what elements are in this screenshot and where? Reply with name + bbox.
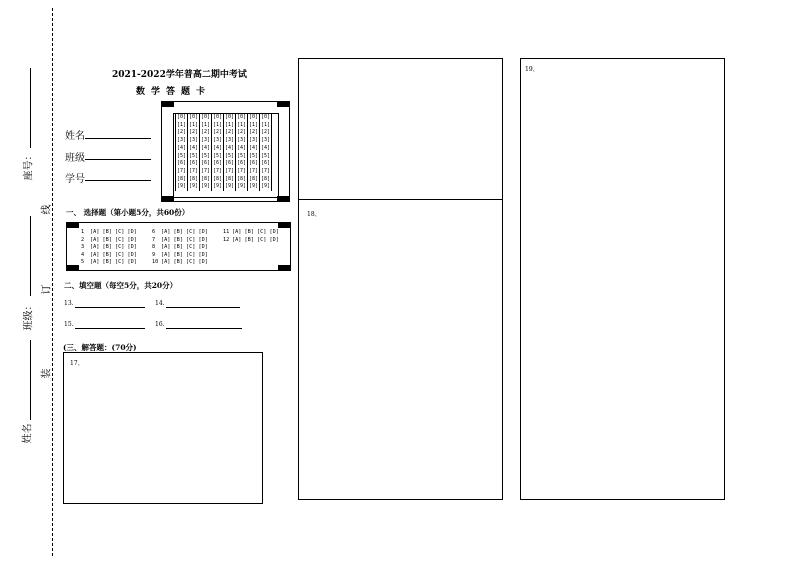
mc-options[interactable]: [A] [B] [C] [D]: [90, 259, 137, 266]
mc-question-row[interactable]: [152, 237, 208, 243]
id-bubble[interactable]: [8]: [200, 175, 211, 182]
id-bubble[interactable]: [7]: [188, 167, 199, 174]
id-bubble[interactable]: [6]: [212, 160, 223, 167]
mc-question-row[interactable]: [81, 229, 137, 235]
class-line: [30, 216, 31, 296]
id-bubble[interactable]: [7]: [260, 167, 271, 174]
id-bubble[interactable]: [3]: [176, 137, 187, 144]
mc-question-number: 12: [223, 236, 230, 243]
omr-corner-mark: [67, 223, 79, 228]
id-grid-row: [176, 176, 272, 184]
mc-question-row[interactable]: [81, 252, 137, 258]
student-class-label: 班级: [65, 153, 85, 164]
q18-answer-box[interactable]: [298, 58, 503, 500]
id-bubble[interactable]: [2]: [236, 129, 247, 136]
id-bubble[interactable]: [9]: [200, 183, 211, 190]
q18-label: 18、: [307, 211, 321, 218]
exam-title: 2021-2022学年普高二期中考试: [112, 70, 247, 80]
id-grid-row: [176, 129, 272, 137]
id-bubble[interactable]: [0]: [176, 114, 187, 120]
omr-corner-mark: [278, 265, 290, 270]
id-bubble[interactable]: [0]: [188, 114, 199, 120]
mc-options[interactable]: [A] [B] [C] [D]: [90, 251, 137, 258]
student-class-field[interactable]: [85, 159, 151, 160]
id-bubble[interactable]: [0]: [236, 114, 247, 120]
id-bubble[interactable]: [8]: [248, 175, 259, 182]
mc-omr-frame: [66, 222, 291, 271]
id-bubble[interactable]: [6]: [248, 160, 259, 167]
q18-divider: [299, 199, 502, 200]
mc-options[interactable]: [A] [B] [C] [D]: [161, 251, 208, 258]
id-bubble[interactable]: [4]: [200, 144, 211, 151]
id-bubble[interactable]: [8]: [188, 175, 199, 182]
id-bubble[interactable]: [1]: [260, 121, 271, 128]
id-bubble[interactable]: [4]: [260, 144, 271, 151]
id-bubble[interactable]: [2]: [176, 129, 187, 136]
id-bubble[interactable]: [9]: [176, 183, 187, 190]
mc-question-row[interactable]: [81, 244, 137, 250]
mc-question-number: 7: [152, 236, 156, 243]
id-bubble[interactable]: [2]: [260, 129, 271, 136]
q14-answer-field[interactable]: [166, 307, 240, 308]
id-bubble[interactable]: [7]: [176, 167, 187, 174]
id-bubble[interactable]: [3]: [224, 137, 235, 144]
q16-label: 16.: [155, 321, 165, 328]
mc-question-number: 4: [81, 251, 85, 258]
seat-number-label: 座号：: [23, 150, 35, 181]
id-bubble[interactable]: [6]: [188, 160, 199, 167]
student-id-field[interactable]: [85, 180, 151, 181]
id-bubble[interactable]: [8]: [224, 175, 235, 182]
id-bubble[interactable]: [6]: [260, 160, 271, 167]
id-bubble[interactable]: [3]: [200, 137, 211, 144]
id-bubble[interactable]: [1]: [200, 121, 211, 128]
id-bubble[interactable]: [1]: [188, 121, 199, 128]
section3-heading: (三、解答题：(70分): [63, 343, 137, 352]
id-bubble[interactable]: [6]: [236, 160, 247, 167]
mc-options[interactable]: [A] [B] [C] [D]: [232, 229, 279, 235]
q17-answer-box[interactable]: [63, 352, 263, 504]
binding-char-ding: 订: [41, 284, 53, 295]
q19-label: 19、: [525, 66, 539, 73]
id-bubble[interactable]: [8]: [176, 175, 187, 182]
id-bubble[interactable]: [1]: [248, 121, 259, 128]
omr-inner-box: [173, 113, 279, 198]
q13-answer-field[interactable]: [75, 307, 145, 308]
mc-options[interactable]: [A] [B] [C] [D]: [232, 236, 279, 243]
mc-question-row[interactable]: [81, 259, 137, 265]
id-bubble[interactable]: [8]: [212, 175, 223, 182]
mc-options[interactable]: [A] [B] [C] [D]: [90, 244, 137, 251]
id-bubble[interactable]: [3]: [188, 137, 199, 144]
q15-label: 15.: [64, 321, 74, 328]
id-bubble[interactable]: [6]: [176, 160, 187, 167]
id-bubble[interactable]: [7]: [248, 167, 259, 174]
id-bubble[interactable]: [5]: [212, 152, 223, 159]
id-bubble[interactable]: [4]: [176, 144, 187, 151]
mc-options[interactable]: [A] [B] [C] [D]: [161, 229, 208, 235]
mc-question-row[interactable]: [81, 237, 137, 243]
id-bubble[interactable]: [3]: [248, 137, 259, 144]
mc-options[interactable]: [A] [B] [C] [D]: [161, 259, 208, 266]
id-grid-row: [176, 137, 272, 145]
id-bubble[interactable]: [0]: [224, 114, 235, 120]
mc-options[interactable]: [A] [B] [C] [D]: [90, 236, 137, 243]
binding-char-xian: 线: [41, 204, 53, 215]
mc-options[interactable]: [A] [B] [C] [D]: [90, 229, 137, 235]
class-label-vertical: 班级：: [23, 300, 35, 331]
id-bubble[interactable]: [8]: [260, 175, 271, 182]
omr-corner-mark: [162, 102, 174, 107]
omr-corner-mark: [277, 102, 289, 107]
id-bubble[interactable]: [5]: [224, 152, 235, 159]
id-bubble[interactable]: [6]: [224, 160, 235, 167]
id-bubble[interactable]: [9]: [248, 183, 259, 190]
card-subtitle: 数学答题卡: [136, 87, 212, 97]
mc-question-number: 10: [152, 259, 159, 266]
mc-question-row[interactable]: [152, 259, 208, 265]
mc-options[interactable]: [A] [B] [C] [D]: [161, 244, 208, 251]
id-bubble[interactable]: [4]: [212, 144, 223, 151]
id-bubble[interactable]: [7]: [212, 167, 223, 174]
id-bubble[interactable]: [1]: [176, 121, 187, 128]
id-bubble[interactable]: [7]: [200, 167, 211, 174]
id-bubble[interactable]: [9]: [212, 183, 223, 190]
id-bubble[interactable]: [2]: [200, 129, 211, 136]
binding-char-zhuang: 装: [41, 368, 53, 379]
id-bubble[interactable]: [9]: [188, 183, 199, 190]
omr-corner-mark: [278, 223, 290, 228]
id-grid-row: [176, 168, 272, 176]
mc-question-number: 3: [81, 244, 85, 251]
id-bubble[interactable]: [9]: [224, 183, 235, 190]
id-bubble[interactable]: [1]: [212, 121, 223, 128]
mc-question-row[interactable]: [152, 244, 208, 250]
id-bubble[interactable]: [5]: [176, 152, 187, 159]
id-bubble[interactable]: [0]: [248, 114, 259, 120]
mc-question-row[interactable]: [152, 252, 208, 258]
section1-heading: 一、 选择题（第小题5分，共60份）: [66, 208, 190, 217]
id-bubble[interactable]: [9]: [236, 183, 247, 190]
mc-question-number: 9: [152, 251, 156, 258]
id-bubble[interactable]: [7]: [224, 167, 235, 174]
q13-label: 13.: [64, 300, 74, 307]
id-bubble[interactable]: [2]: [188, 129, 199, 136]
id-bubble[interactable]: [1]: [224, 121, 235, 128]
id-bubble[interactable]: [4]: [224, 144, 235, 151]
id-bubble[interactable]: [8]: [236, 175, 247, 182]
id-grid-row: [176, 122, 272, 130]
student-id-omr-frame: [161, 101, 290, 202]
q17-label: 17、: [70, 360, 84, 367]
seat-number-line: [30, 68, 31, 148]
id-grid-row: [176, 183, 272, 191]
id-bubble[interactable]: [0]: [212, 114, 223, 120]
id-bubble[interactable]: [5]: [236, 152, 247, 159]
q19-answer-box[interactable]: [520, 58, 725, 500]
q16-answer-field[interactable]: [166, 328, 242, 329]
id-bubble[interactable]: [6]: [200, 160, 211, 167]
q14-label: 14.: [155, 300, 165, 307]
q15-answer-field[interactable]: [75, 328, 145, 329]
id-bubble[interactable]: [9]: [260, 183, 271, 190]
mc-question-number: 11: [223, 229, 230, 235]
id-bubble[interactable]: [4]: [248, 144, 259, 151]
id-bubble[interactable]: [2]: [224, 129, 235, 136]
mc-options[interactable]: [A] [B] [C] [D]: [161, 236, 208, 243]
name-label-vertical: 姓名: [22, 423, 34, 444]
id-bubble[interactable]: [4]: [188, 144, 199, 151]
id-bubble[interactable]: [7]: [236, 167, 247, 174]
id-bubble[interactable]: [5]: [200, 152, 211, 159]
id-grid-row: [176, 114, 272, 122]
id-bubble[interactable]: [3]: [236, 137, 247, 144]
binding-dashed-line: [52, 8, 53, 556]
id-grid-row: [176, 145, 272, 153]
section2-heading: 二、填空题（每空5分，共20分）: [64, 281, 178, 290]
omr-corner-mark: [67, 265, 79, 270]
id-bubble[interactable]: [1]: [236, 121, 247, 128]
id-bubble[interactable]: [0]: [260, 114, 271, 120]
id-bubble[interactable]: [5]: [248, 152, 259, 159]
id-bubble[interactable]: [0]: [200, 114, 211, 120]
id-bubble[interactable]: [4]: [236, 144, 247, 151]
id-bubble[interactable]: [2]: [212, 129, 223, 136]
mc-question-row[interactable]: [152, 229, 208, 235]
mc-question-number: 5: [81, 259, 85, 266]
student-id-bubble-grid[interactable]: [175, 114, 272, 191]
mc-question-number: 8: [152, 244, 156, 251]
id-bubble[interactable]: [2]: [248, 129, 259, 136]
mc-question-number: 1: [81, 229, 85, 235]
name-line-vertical: [30, 340, 31, 420]
mc-question-row[interactable]: [223, 229, 279, 235]
id-grid-row: [176, 153, 272, 161]
mc-question-number: 2: [81, 236, 85, 243]
student-name-label: 姓名: [65, 131, 85, 142]
id-bubble[interactable]: [5]: [188, 152, 199, 159]
mc-question-number: 6: [152, 229, 156, 235]
student-name-field[interactable]: [85, 138, 151, 139]
id-bubble[interactable]: [3]: [260, 137, 271, 144]
id-grid-row: [176, 160, 272, 168]
id-bubble[interactable]: [3]: [212, 137, 223, 144]
mc-question-row[interactable]: [223, 237, 279, 243]
student-id-label: 学号: [65, 174, 85, 185]
id-bubble[interactable]: [5]: [260, 152, 271, 159]
